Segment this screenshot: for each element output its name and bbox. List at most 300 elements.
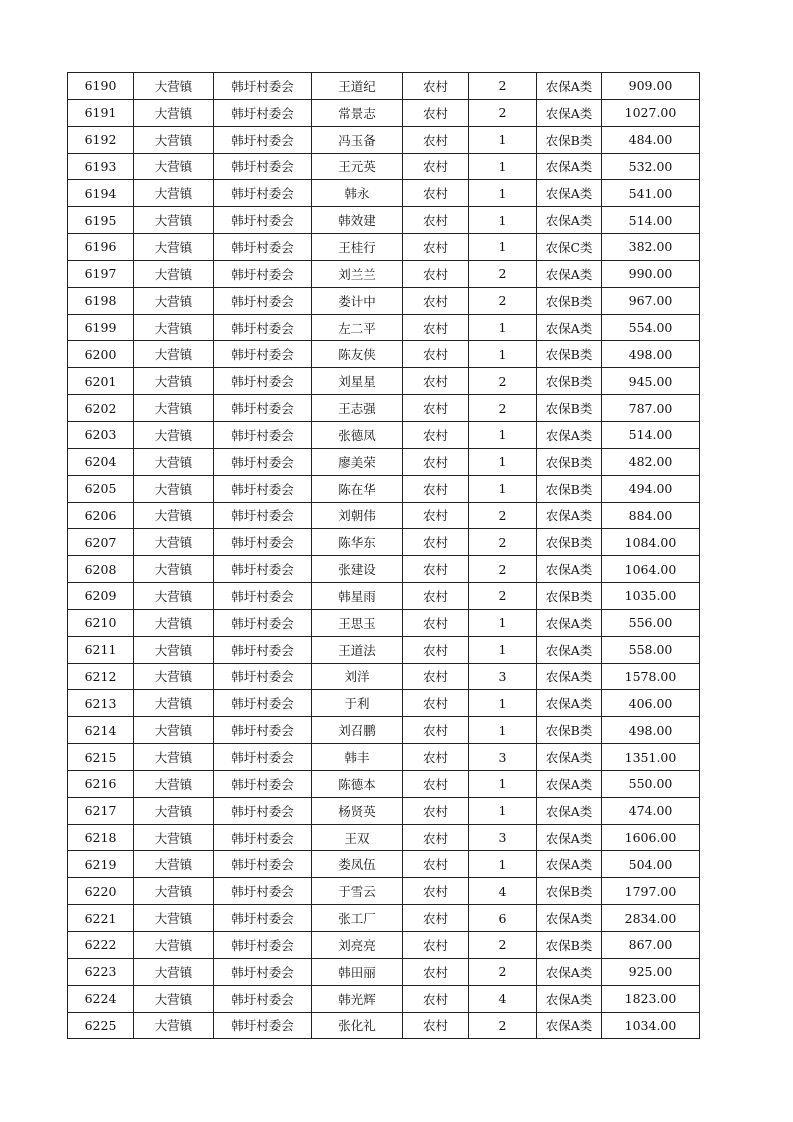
village-committee-cell: 韩圩村委会 bbox=[214, 207, 312, 234]
name-cell: 刘兰兰 bbox=[312, 260, 403, 287]
name-cell: 杨贤英 bbox=[312, 797, 403, 824]
area-type-cell: 农村 bbox=[403, 636, 469, 663]
insurance-category-cell: 农保A类 bbox=[537, 609, 602, 636]
village-committee-cell: 韩圩村委会 bbox=[214, 744, 312, 771]
household-size-cell: 1 bbox=[469, 421, 537, 448]
area-type-cell: 农村 bbox=[403, 529, 469, 556]
amount-cell: 406.00 bbox=[602, 690, 700, 717]
name-cell: 张建设 bbox=[312, 556, 403, 583]
household-size-cell: 1 bbox=[469, 180, 537, 207]
area-type-cell: 农村 bbox=[403, 824, 469, 851]
town-cell: 大营镇 bbox=[134, 985, 214, 1012]
amount-cell: 945.00 bbox=[602, 368, 700, 395]
insurance-category-cell: 农保A类 bbox=[537, 1012, 602, 1039]
amount-cell: 532.00 bbox=[602, 153, 700, 180]
area-type-cell: 农村 bbox=[403, 126, 469, 153]
village-committee-cell: 韩圩村委会 bbox=[214, 529, 312, 556]
area-type-cell: 农村 bbox=[403, 609, 469, 636]
household-size-cell: 2 bbox=[469, 1012, 537, 1039]
town-cell: 大营镇 bbox=[134, 448, 214, 475]
serial-number-cell: 6190 bbox=[68, 73, 134, 100]
amount-cell: 558.00 bbox=[602, 636, 700, 663]
table-row bbox=[68, 368, 700, 395]
table-row bbox=[68, 663, 700, 690]
insurance-category-cell: 农保A类 bbox=[537, 958, 602, 985]
amount-cell: 482.00 bbox=[602, 448, 700, 475]
village-committee-cell: 韩圩村委会 bbox=[214, 475, 312, 502]
roster-table bbox=[67, 72, 700, 1039]
village-committee-cell: 韩圩村委会 bbox=[214, 583, 312, 610]
household-size-cell: 1 bbox=[469, 448, 537, 475]
insurance-category-cell: 农保B类 bbox=[537, 287, 602, 314]
household-size-cell: 1 bbox=[469, 475, 537, 502]
table-row bbox=[68, 260, 700, 287]
village-committee-cell: 韩圩村委会 bbox=[214, 126, 312, 153]
village-committee-cell: 韩圩村委会 bbox=[214, 314, 312, 341]
name-cell: 王桂行 bbox=[312, 234, 403, 261]
village-committee-cell: 韩圩村委会 bbox=[214, 502, 312, 529]
area-type-cell: 农村 bbox=[403, 395, 469, 422]
name-cell: 娄凤伍 bbox=[312, 851, 403, 878]
household-size-cell: 1 bbox=[469, 314, 537, 341]
name-cell: 廖美荣 bbox=[312, 448, 403, 475]
name-cell: 刘召鹏 bbox=[312, 717, 403, 744]
amount-cell: 382.00 bbox=[602, 234, 700, 261]
household-size-cell: 3 bbox=[469, 824, 537, 851]
village-committee-cell: 韩圩村委会 bbox=[214, 797, 312, 824]
name-cell: 王道法 bbox=[312, 636, 403, 663]
name-cell: 冯玉备 bbox=[312, 126, 403, 153]
serial-number-cell: 6213 bbox=[68, 690, 134, 717]
area-type-cell: 农村 bbox=[403, 341, 469, 368]
town-cell: 大营镇 bbox=[134, 636, 214, 663]
town-cell: 大营镇 bbox=[134, 395, 214, 422]
table-row bbox=[68, 609, 700, 636]
serial-number-cell: 6209 bbox=[68, 583, 134, 610]
area-type-cell: 农村 bbox=[403, 99, 469, 126]
insurance-category-cell: 农保A类 bbox=[537, 421, 602, 448]
household-size-cell: 4 bbox=[469, 878, 537, 905]
town-cell: 大营镇 bbox=[134, 529, 214, 556]
village-committee-cell: 韩圩村委会 bbox=[214, 824, 312, 851]
household-size-cell: 2 bbox=[469, 368, 537, 395]
insurance-category-cell: 农保A类 bbox=[537, 502, 602, 529]
household-size-cell: 1 bbox=[469, 690, 537, 717]
serial-number-cell: 6200 bbox=[68, 341, 134, 368]
insurance-category-cell: 农保A类 bbox=[537, 153, 602, 180]
household-size-cell: 2 bbox=[469, 73, 537, 100]
serial-number-cell: 6192 bbox=[68, 126, 134, 153]
table-row bbox=[68, 985, 700, 1012]
town-cell: 大营镇 bbox=[134, 824, 214, 851]
village-committee-cell: 韩圩村委会 bbox=[214, 180, 312, 207]
village-committee-cell: 韩圩村委会 bbox=[214, 260, 312, 287]
table-row bbox=[68, 126, 700, 153]
insurance-category-cell: 农保A类 bbox=[537, 851, 602, 878]
name-cell: 张化礼 bbox=[312, 1012, 403, 1039]
insurance-category-cell: 农保B类 bbox=[537, 341, 602, 368]
table-row bbox=[68, 958, 700, 985]
table-row bbox=[68, 851, 700, 878]
amount-cell: 884.00 bbox=[602, 502, 700, 529]
serial-number-cell: 6211 bbox=[68, 636, 134, 663]
village-committee-cell: 韩圩村委会 bbox=[214, 717, 312, 744]
household-size-cell: 2 bbox=[469, 260, 537, 287]
amount-cell: 1084.00 bbox=[602, 529, 700, 556]
table-row bbox=[68, 905, 700, 932]
village-committee-cell: 韩圩村委会 bbox=[214, 663, 312, 690]
amount-cell: 514.00 bbox=[602, 421, 700, 448]
household-size-cell: 2 bbox=[469, 99, 537, 126]
table-row bbox=[68, 636, 700, 663]
town-cell: 大营镇 bbox=[134, 126, 214, 153]
town-cell: 大营镇 bbox=[134, 368, 214, 395]
area-type-cell: 农村 bbox=[403, 958, 469, 985]
household-size-cell: 2 bbox=[469, 529, 537, 556]
insurance-category-cell: 农保A类 bbox=[537, 663, 602, 690]
serial-number-cell: 6217 bbox=[68, 797, 134, 824]
amount-cell: 1823.00 bbox=[602, 985, 700, 1012]
village-committee-cell: 韩圩村委会 bbox=[214, 985, 312, 1012]
household-size-cell: 1 bbox=[469, 234, 537, 261]
name-cell: 韩永 bbox=[312, 180, 403, 207]
name-cell: 王双 bbox=[312, 824, 403, 851]
serial-number-cell: 6208 bbox=[68, 556, 134, 583]
insurance-category-cell: 农保A类 bbox=[537, 260, 602, 287]
town-cell: 大营镇 bbox=[134, 314, 214, 341]
area-type-cell: 农村 bbox=[403, 797, 469, 824]
table-row bbox=[68, 234, 700, 261]
area-type-cell: 农村 bbox=[403, 717, 469, 744]
town-cell: 大营镇 bbox=[134, 260, 214, 287]
serial-number-cell: 6218 bbox=[68, 824, 134, 851]
table-row bbox=[68, 475, 700, 502]
amount-cell: 514.00 bbox=[602, 207, 700, 234]
amount-cell: 909.00 bbox=[602, 73, 700, 100]
table-row bbox=[68, 529, 700, 556]
name-cell: 陈在华 bbox=[312, 475, 403, 502]
amount-cell: 1578.00 bbox=[602, 663, 700, 690]
village-committee-cell: 韩圩村委会 bbox=[214, 395, 312, 422]
table-row bbox=[68, 797, 700, 824]
household-size-cell: 1 bbox=[469, 636, 537, 663]
town-cell: 大营镇 bbox=[134, 287, 214, 314]
town-cell: 大营镇 bbox=[134, 609, 214, 636]
name-cell: 王志强 bbox=[312, 395, 403, 422]
village-committee-cell: 韩圩村委会 bbox=[214, 609, 312, 636]
area-type-cell: 农村 bbox=[403, 421, 469, 448]
table-row bbox=[68, 770, 700, 797]
area-type-cell: 农村 bbox=[403, 1012, 469, 1039]
insurance-category-cell: 农保A类 bbox=[537, 770, 602, 797]
village-committee-cell: 韩圩村委会 bbox=[214, 73, 312, 100]
town-cell: 大营镇 bbox=[134, 583, 214, 610]
insurance-category-cell: 农保B类 bbox=[537, 368, 602, 395]
insurance-category-cell: 农保B类 bbox=[537, 448, 602, 475]
amount-cell: 498.00 bbox=[602, 341, 700, 368]
name-cell: 陈友侠 bbox=[312, 341, 403, 368]
serial-number-cell: 6222 bbox=[68, 932, 134, 959]
insurance-category-cell: 农保A类 bbox=[537, 99, 602, 126]
household-size-cell: 4 bbox=[469, 985, 537, 1012]
area-type-cell: 农村 bbox=[403, 180, 469, 207]
area-type-cell: 农村 bbox=[403, 207, 469, 234]
table-row bbox=[68, 690, 700, 717]
amount-cell: 867.00 bbox=[602, 932, 700, 959]
insurance-category-cell: 农保A类 bbox=[537, 180, 602, 207]
serial-number-cell: 6204 bbox=[68, 448, 134, 475]
village-committee-cell: 韩圩村委会 bbox=[214, 851, 312, 878]
insurance-category-cell: 农保B类 bbox=[537, 395, 602, 422]
household-size-cell: 3 bbox=[469, 744, 537, 771]
serial-number-cell: 6225 bbox=[68, 1012, 134, 1039]
amount-cell: 967.00 bbox=[602, 287, 700, 314]
amount-cell: 1035.00 bbox=[602, 583, 700, 610]
area-type-cell: 农村 bbox=[403, 502, 469, 529]
serial-number-cell: 6205 bbox=[68, 475, 134, 502]
town-cell: 大营镇 bbox=[134, 341, 214, 368]
area-type-cell: 农村 bbox=[403, 475, 469, 502]
household-size-cell: 1 bbox=[469, 341, 537, 368]
amount-cell: 550.00 bbox=[602, 770, 700, 797]
area-type-cell: 农村 bbox=[403, 234, 469, 261]
town-cell: 大营镇 bbox=[134, 207, 214, 234]
village-committee-cell: 韩圩村委会 bbox=[214, 368, 312, 395]
roster-table-body bbox=[68, 73, 700, 1039]
town-cell: 大营镇 bbox=[134, 744, 214, 771]
serial-number-cell: 6194 bbox=[68, 180, 134, 207]
household-size-cell: 1 bbox=[469, 153, 537, 180]
serial-number-cell: 6221 bbox=[68, 905, 134, 932]
table-row bbox=[68, 421, 700, 448]
table-row bbox=[68, 502, 700, 529]
village-committee-cell: 韩圩村委会 bbox=[214, 636, 312, 663]
town-cell: 大营镇 bbox=[134, 797, 214, 824]
name-cell: 刘亮亮 bbox=[312, 932, 403, 959]
serial-number-cell: 6224 bbox=[68, 985, 134, 1012]
serial-number-cell: 6212 bbox=[68, 663, 134, 690]
name-cell: 刘星星 bbox=[312, 368, 403, 395]
area-type-cell: 农村 bbox=[403, 448, 469, 475]
serial-number-cell: 6199 bbox=[68, 314, 134, 341]
area-type-cell: 农村 bbox=[403, 287, 469, 314]
insurance-category-cell: 农保B类 bbox=[537, 583, 602, 610]
town-cell: 大营镇 bbox=[134, 1012, 214, 1039]
area-type-cell: 农村 bbox=[403, 690, 469, 717]
household-size-cell: 2 bbox=[469, 556, 537, 583]
town-cell: 大营镇 bbox=[134, 502, 214, 529]
town-cell: 大营镇 bbox=[134, 73, 214, 100]
household-size-cell: 1 bbox=[469, 770, 537, 797]
area-type-cell: 农村 bbox=[403, 73, 469, 100]
table-row bbox=[68, 341, 700, 368]
name-cell: 韩光辉 bbox=[312, 985, 403, 1012]
table-row bbox=[68, 395, 700, 422]
village-committee-cell: 韩圩村委会 bbox=[214, 421, 312, 448]
name-cell: 韩效建 bbox=[312, 207, 403, 234]
amount-cell: 787.00 bbox=[602, 395, 700, 422]
insurance-category-cell: 农保B类 bbox=[537, 126, 602, 153]
insurance-category-cell: 农保A类 bbox=[537, 797, 602, 824]
town-cell: 大营镇 bbox=[134, 99, 214, 126]
amount-cell: 504.00 bbox=[602, 851, 700, 878]
village-committee-cell: 韩圩村委会 bbox=[214, 770, 312, 797]
table-row bbox=[68, 1012, 700, 1039]
town-cell: 大营镇 bbox=[134, 153, 214, 180]
village-committee-cell: 韩圩村委会 bbox=[214, 153, 312, 180]
serial-number-cell: 6216 bbox=[68, 770, 134, 797]
serial-number-cell: 6223 bbox=[68, 958, 134, 985]
name-cell: 于利 bbox=[312, 690, 403, 717]
amount-cell: 1034.00 bbox=[602, 1012, 700, 1039]
village-committee-cell: 韩圩村委会 bbox=[214, 932, 312, 959]
name-cell: 娄计中 bbox=[312, 287, 403, 314]
amount-cell: 498.00 bbox=[602, 717, 700, 744]
table-row bbox=[68, 824, 700, 851]
area-type-cell: 农村 bbox=[403, 905, 469, 932]
village-committee-cell: 韩圩村委会 bbox=[214, 287, 312, 314]
amount-cell: 1351.00 bbox=[602, 744, 700, 771]
table-row bbox=[68, 878, 700, 905]
area-type-cell: 农村 bbox=[403, 851, 469, 878]
village-committee-cell: 韩圩村委会 bbox=[214, 99, 312, 126]
table-row bbox=[68, 153, 700, 180]
amount-cell: 556.00 bbox=[602, 609, 700, 636]
area-type-cell: 农村 bbox=[403, 314, 469, 341]
household-size-cell: 6 bbox=[469, 905, 537, 932]
table-row bbox=[68, 556, 700, 583]
town-cell: 大营镇 bbox=[134, 958, 214, 985]
serial-number-cell: 6220 bbox=[68, 878, 134, 905]
insurance-category-cell: 农保B类 bbox=[537, 878, 602, 905]
town-cell: 大营镇 bbox=[134, 878, 214, 905]
serial-number-cell: 6215 bbox=[68, 744, 134, 771]
town-cell: 大营镇 bbox=[134, 690, 214, 717]
table-row bbox=[68, 180, 700, 207]
amount-cell: 474.00 bbox=[602, 797, 700, 824]
serial-number-cell: 6197 bbox=[68, 260, 134, 287]
table-row bbox=[68, 448, 700, 475]
table-row bbox=[68, 207, 700, 234]
insurance-category-cell: 农保A类 bbox=[537, 207, 602, 234]
amount-cell: 2834.00 bbox=[602, 905, 700, 932]
serial-number-cell: 6196 bbox=[68, 234, 134, 261]
insurance-category-cell: 农保A类 bbox=[537, 314, 602, 341]
village-committee-cell: 韩圩村委会 bbox=[214, 341, 312, 368]
insurance-category-cell: 农保A类 bbox=[537, 985, 602, 1012]
insurance-category-cell: 农保A类 bbox=[537, 73, 602, 100]
name-cell: 刘朝伟 bbox=[312, 502, 403, 529]
name-cell: 刘洋 bbox=[312, 663, 403, 690]
serial-number-cell: 6207 bbox=[68, 529, 134, 556]
name-cell: 陈华东 bbox=[312, 529, 403, 556]
amount-cell: 494.00 bbox=[602, 475, 700, 502]
amount-cell: 990.00 bbox=[602, 260, 700, 287]
name-cell: 左二平 bbox=[312, 314, 403, 341]
town-cell: 大营镇 bbox=[134, 234, 214, 261]
household-size-cell: 2 bbox=[469, 583, 537, 610]
town-cell: 大营镇 bbox=[134, 421, 214, 448]
insurance-category-cell: 农保C类 bbox=[537, 234, 602, 261]
name-cell: 王元英 bbox=[312, 153, 403, 180]
insurance-category-cell: 农保A类 bbox=[537, 824, 602, 851]
household-size-cell: 2 bbox=[469, 502, 537, 529]
town-cell: 大营镇 bbox=[134, 717, 214, 744]
insurance-category-cell: 农保A类 bbox=[537, 690, 602, 717]
name-cell: 张德凤 bbox=[312, 421, 403, 448]
name-cell: 陈德本 bbox=[312, 770, 403, 797]
area-type-cell: 农村 bbox=[403, 744, 469, 771]
area-type-cell: 农村 bbox=[403, 583, 469, 610]
area-type-cell: 农村 bbox=[403, 368, 469, 395]
town-cell: 大营镇 bbox=[134, 851, 214, 878]
table-row bbox=[68, 314, 700, 341]
serial-number-cell: 6206 bbox=[68, 502, 134, 529]
table-row bbox=[68, 932, 700, 959]
household-size-cell: 1 bbox=[469, 207, 537, 234]
name-cell: 王思玉 bbox=[312, 609, 403, 636]
table-row bbox=[68, 744, 700, 771]
serial-number-cell: 6203 bbox=[68, 421, 134, 448]
household-size-cell: 1 bbox=[469, 126, 537, 153]
insurance-category-cell: 农保A类 bbox=[537, 556, 602, 583]
serial-number-cell: 6202 bbox=[68, 395, 134, 422]
amount-cell: 1027.00 bbox=[602, 99, 700, 126]
table-row bbox=[68, 717, 700, 744]
household-size-cell: 1 bbox=[469, 717, 537, 744]
area-type-cell: 农村 bbox=[403, 556, 469, 583]
household-size-cell: 2 bbox=[469, 287, 537, 314]
village-committee-cell: 韩圩村委会 bbox=[214, 878, 312, 905]
town-cell: 大营镇 bbox=[134, 905, 214, 932]
town-cell: 大营镇 bbox=[134, 932, 214, 959]
insurance-category-cell: 农保B类 bbox=[537, 932, 602, 959]
serial-number-cell: 6210 bbox=[68, 609, 134, 636]
insurance-category-cell: 农保A类 bbox=[537, 744, 602, 771]
insurance-category-cell: 农保B类 bbox=[537, 475, 602, 502]
serial-number-cell: 6198 bbox=[68, 287, 134, 314]
amount-cell: 925.00 bbox=[602, 958, 700, 985]
household-size-cell: 1 bbox=[469, 851, 537, 878]
household-size-cell: 1 bbox=[469, 797, 537, 824]
village-committee-cell: 韩圩村委会 bbox=[214, 448, 312, 475]
name-cell: 韩星雨 bbox=[312, 583, 403, 610]
insurance-category-cell: 农保A类 bbox=[537, 636, 602, 663]
name-cell: 王道纪 bbox=[312, 73, 403, 100]
table-row bbox=[68, 73, 700, 100]
amount-cell: 1606.00 bbox=[602, 824, 700, 851]
amount-cell: 554.00 bbox=[602, 314, 700, 341]
table-row bbox=[68, 99, 700, 126]
insurance-category-cell: 农保B类 bbox=[537, 717, 602, 744]
village-committee-cell: 韩圩村委会 bbox=[214, 1012, 312, 1039]
amount-cell: 1797.00 bbox=[602, 878, 700, 905]
village-committee-cell: 韩圩村委会 bbox=[214, 556, 312, 583]
serial-number-cell: 6193 bbox=[68, 153, 134, 180]
serial-number-cell: 6195 bbox=[68, 207, 134, 234]
village-committee-cell: 韩圩村委会 bbox=[214, 690, 312, 717]
area-type-cell: 农村 bbox=[403, 153, 469, 180]
serial-number-cell: 6214 bbox=[68, 717, 134, 744]
serial-number-cell: 6201 bbox=[68, 368, 134, 395]
household-size-cell: 1 bbox=[469, 609, 537, 636]
area-type-cell: 农村 bbox=[403, 878, 469, 905]
area-type-cell: 农村 bbox=[403, 260, 469, 287]
amount-cell: 541.00 bbox=[602, 180, 700, 207]
household-size-cell: 3 bbox=[469, 663, 537, 690]
village-committee-cell: 韩圩村委会 bbox=[214, 234, 312, 261]
town-cell: 大营镇 bbox=[134, 475, 214, 502]
